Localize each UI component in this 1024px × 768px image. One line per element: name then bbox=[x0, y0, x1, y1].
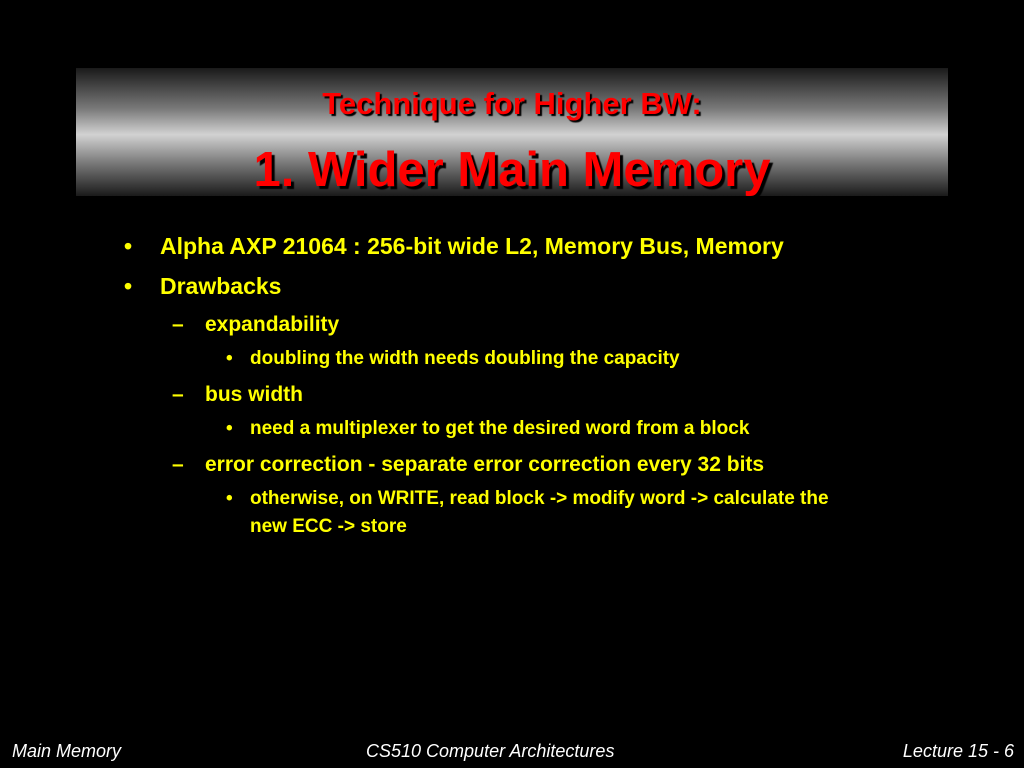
bullet-alpha-axp: Alpha AXP 21064 : 256-bit wide L2, Memory Bus, Memory bbox=[160, 233, 784, 259]
bullet-marker: • bbox=[124, 273, 133, 299]
dash-marker: – bbox=[172, 453, 184, 476]
slide-title-line2: 1. Wider Main Memory bbox=[253, 143, 771, 197]
bullet-marker: • bbox=[226, 488, 233, 509]
subbullet-error-correction: error correction - separate error correction every 32 bits bbox=[205, 453, 765, 476]
subbullet-expandability: expandability bbox=[205, 313, 340, 336]
detail-write-sequence-continued: new ECC -> store bbox=[250, 516, 407, 537]
dash-marker: – bbox=[172, 313, 184, 336]
footer-center: CS510 Computer Architectures bbox=[366, 741, 615, 761]
slide-title-line1: Technique for Higher BW: bbox=[322, 86, 702, 121]
bullet-marker: • bbox=[226, 418, 233, 439]
subbullet-bus-width: bus width bbox=[205, 383, 303, 406]
footer-right: Lecture 15 - 6 bbox=[902, 741, 1014, 761]
bullet-marker: • bbox=[226, 348, 233, 369]
bullet-drawbacks: Drawbacks bbox=[160, 273, 282, 299]
detail-multiplexer: need a multiplexer to get the desired word from a block bbox=[250, 418, 750, 439]
dash-marker: – bbox=[172, 383, 184, 406]
footer-left: Main Memory bbox=[12, 741, 122, 761]
detail-write-sequence: otherwise, on WRITE, read block -> modify word -> calculate the bbox=[250, 488, 829, 509]
bullet-marker: • bbox=[124, 233, 133, 259]
detail-doubling-width: doubling the width needs doubling the capacity bbox=[250, 348, 680, 369]
